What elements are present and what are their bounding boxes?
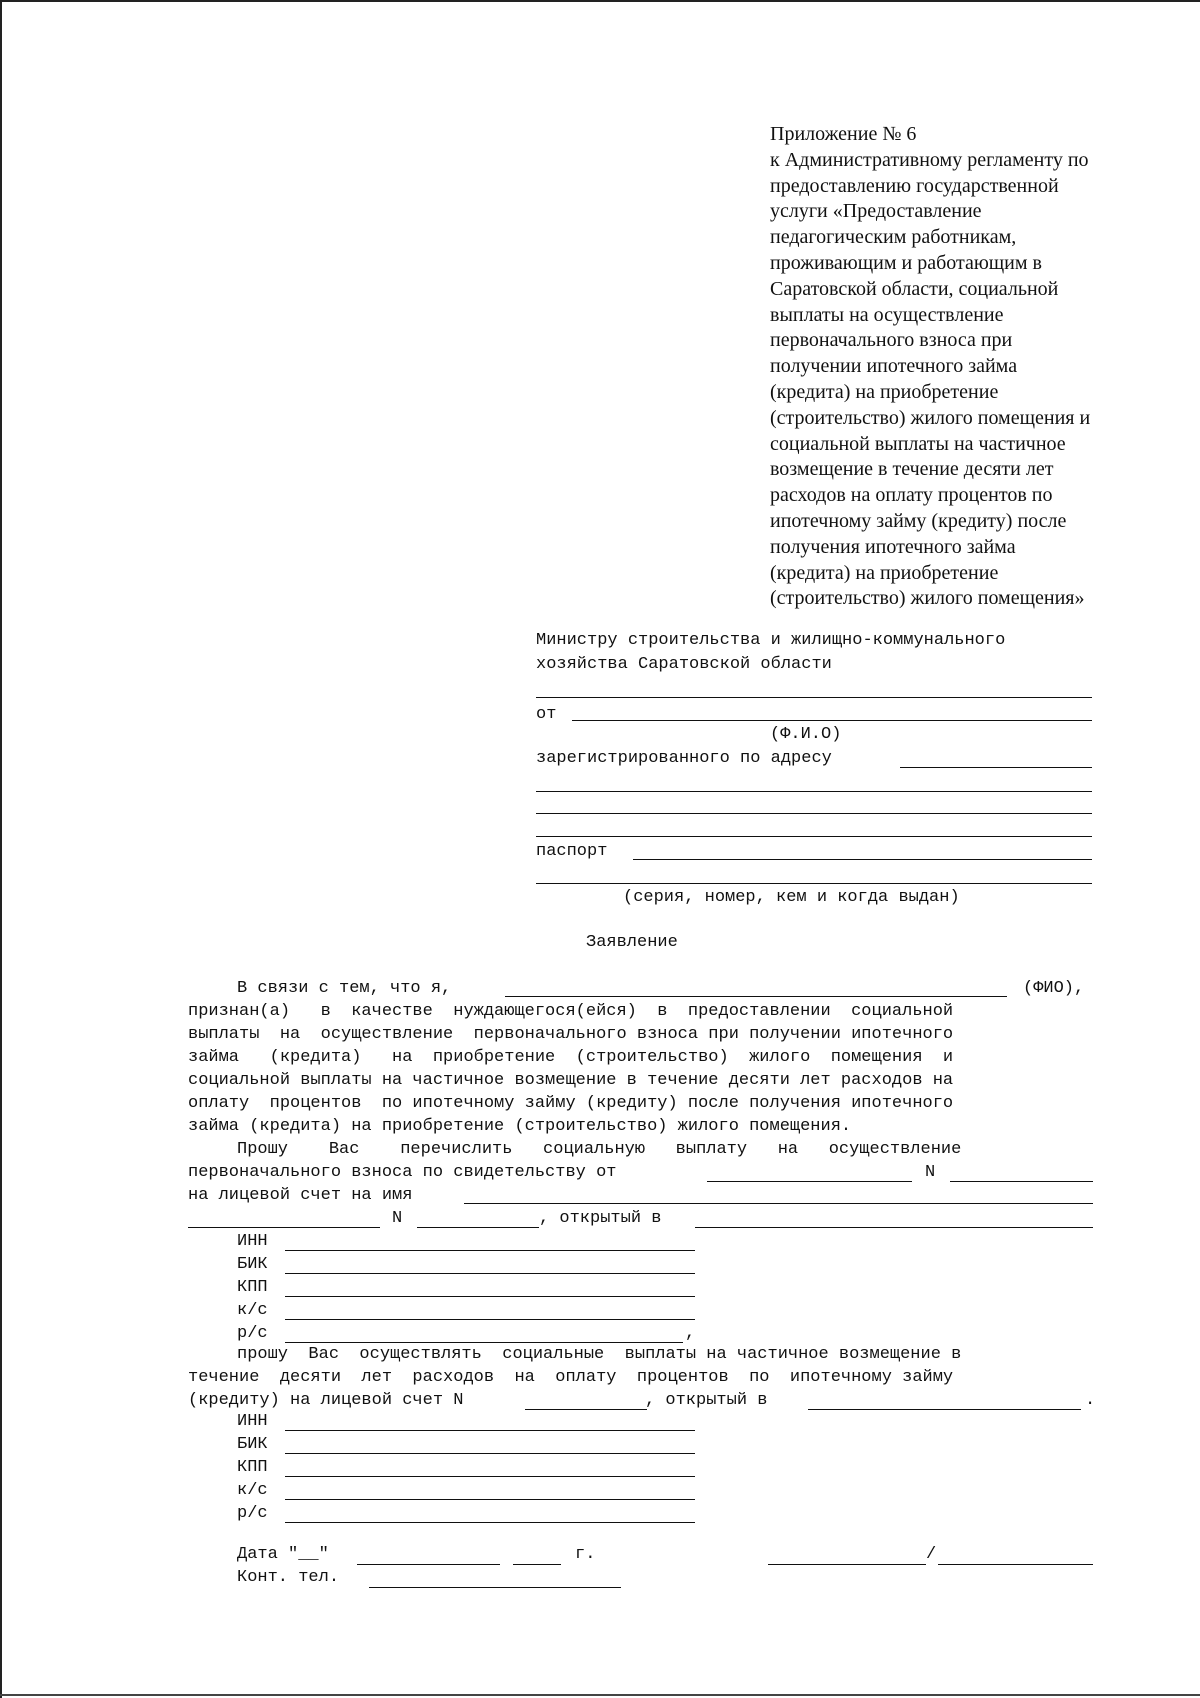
p3-line-2: течение десяти лет расходов на оплату процентов по ипотечному займу [188, 1368, 954, 1387]
date-label: Дата "__" [237, 1545, 329, 1564]
p1-fio-label: (ФИО), [1023, 979, 1085, 998]
appendix-header [770, 122, 1150, 612]
appendix-line: социальной выплаты на частичное [770, 432, 1066, 455]
ks-label-2: к/с [237, 1481, 268, 1500]
rs-field[interactable] [285, 1342, 683, 1343]
appendix-line: к Административному регламенту по [770, 148, 1089, 171]
ks-field[interactable] [285, 1319, 695, 1320]
year-label: г. [575, 1545, 596, 1564]
rs-label: р/с [237, 1324, 268, 1343]
date-month-field[interactable] [357, 1564, 500, 1565]
address-field-line-3[interactable] [536, 813, 1092, 814]
page-border-bottom [0, 1694, 1200, 1696]
from-label: от [536, 705, 557, 724]
fio-field[interactable] [572, 720, 1092, 721]
appendix-line: (кредита) на приобретение [770, 561, 999, 584]
statement-title: Заявление [586, 933, 678, 952]
opened-in-label: , открытый в [539, 1209, 662, 1228]
appendix-line: выплаты на осуществление [770, 303, 1004, 326]
addressee-blank-line[interactable] [536, 697, 1092, 698]
bik-field-2[interactable] [285, 1453, 695, 1454]
account-owner-field[interactable] [464, 1203, 1093, 1204]
kpp-label-2: КПП [237, 1458, 268, 1477]
certificate-date-field[interactable] [707, 1181, 912, 1182]
appendix-line: педагогическим работникам, [770, 226, 1017, 249]
phone-label: Конт. тел. [237, 1568, 340, 1587]
signature-name-field[interactable] [938, 1564, 1093, 1565]
appendix-line: получения ипотечного займа [770, 535, 1016, 558]
appendix-line: (строительство) жилого помещения» [770, 587, 1085, 610]
certificate-no-label: N [925, 1163, 936, 1182]
page-border-top [0, 0, 1200, 2]
account-owner-field-2[interactable] [188, 1227, 380, 1228]
fio-caption: (Ф.И.О) [770, 725, 842, 744]
rs-field-2[interactable] [285, 1522, 695, 1523]
inn-field-2[interactable] [285, 1430, 695, 1431]
p3-line-3: (кредиту) на лицевой счет N [188, 1391, 464, 1410]
appendix-line: Приложение № 6 [770, 123, 917, 145]
p3-bank-name-field[interactable] [808, 1409, 1081, 1410]
appendix-line: Саратовской области, социальной [770, 277, 1059, 300]
bik-label: БИК [237, 1255, 268, 1274]
certificate-number-field[interactable] [950, 1181, 1093, 1182]
inn-label-2: ИНН [237, 1412, 268, 1431]
applicant-fio-field[interactable] [505, 996, 1007, 997]
kpp-field-2[interactable] [285, 1476, 695, 1477]
bik-label-2: БИК [237, 1435, 268, 1454]
passport-field[interactable] [633, 859, 1092, 860]
appendix-line: услуги «Предоставление [770, 200, 982, 223]
address-field[interactable] [900, 767, 1092, 768]
address-field-line-4[interactable] [536, 836, 1092, 837]
account-no-label: N [392, 1209, 403, 1228]
appendix-line: проживающим и работающим в [770, 251, 1042, 274]
inn-field[interactable] [285, 1250, 695, 1251]
signature-slash: / [926, 1545, 937, 1564]
ks-field-2[interactable] [285, 1499, 695, 1500]
appendix-line: первоначального взноса при [770, 329, 1013, 352]
phone-field[interactable] [369, 1587, 621, 1588]
p3-account-number-field[interactable] [525, 1409, 647, 1410]
p2-line-2: первоначального взноса по свидетельству от [188, 1163, 617, 1182]
bik-field[interactable] [285, 1273, 695, 1274]
date-year-field[interactable] [513, 1564, 561, 1565]
appendix-line: возмещение в течение десяти лет [770, 458, 1054, 481]
kpp-label: КПП [237, 1278, 268, 1297]
p3-period: . [1085, 1391, 1096, 1410]
addressee-line-1: Министру строительства и жилищно-коммунального [536, 631, 1006, 650]
rs-label-2: р/с [237, 1504, 268, 1523]
appendix-line: получении ипотечного займа [770, 355, 1018, 378]
page-border-left [0, 0, 2, 1698]
rs-comma: , [685, 1324, 696, 1343]
p1-start: В связи с тем, что я, [237, 979, 452, 998]
p1-line: социальной выплаты на частичное возмещение в течение десяти лет расходов на [188, 1071, 954, 1090]
p3-line-1: прошу Вас осуществлять социальные выплаты на частичное возмещение в [237, 1345, 962, 1364]
p1-line: оплату процентов по ипотечному займу (кредиту) после получения ипотечного [188, 1094, 954, 1113]
ks-label: к/с [237, 1301, 268, 1320]
appendix-line: (кредита) на приобретение [770, 380, 999, 403]
appendix-line: ипотечному займу (кредиту) после [770, 509, 1067, 532]
address-label: зарегистрированного по адресу [536, 749, 832, 768]
account-owner-label: на лицевой счет на имя [188, 1186, 413, 1205]
appendix-line: расходов на оплату процентов по [770, 484, 1053, 507]
addressee-line-2: хозяйства Саратовской области [536, 655, 832, 674]
passport-caption: (серия, номер, кем и когда выдан) [623, 888, 960, 907]
p1-line: займа (кредита) на приобретение (строительство) жилого помещения и [188, 1048, 954, 1067]
inn-label: ИНН [237, 1232, 268, 1251]
signature-field[interactable] [768, 1564, 926, 1565]
p3-opened-in-label: , открытый в [645, 1391, 768, 1410]
address-field-line-2[interactable] [536, 791, 1092, 792]
account-number-field[interactable] [417, 1227, 539, 1228]
p1-line: выплаты на осуществление первоначального взноса при получении ипотечного [188, 1025, 954, 1044]
appendix-line: предоставлению государственной [770, 174, 1059, 197]
kpp-field[interactable] [285, 1296, 695, 1297]
p1-line: признан(а) в качестве нуждающегося(ейся) в предоставлении социальной [188, 1002, 954, 1021]
passport-label: паспорт [536, 842, 608, 861]
appendix-line: (строительство) жилого помещения и [770, 406, 1091, 429]
p2-line-1: Прошу Вас перечислить социальную выплату на осуществление [237, 1140, 962, 1159]
p1-line: займа (кредита) на приобретение (строительство) жилого помещения. [188, 1117, 852, 1136]
passport-field-line-2[interactable] [536, 883, 1092, 884]
bank-name-field[interactable] [695, 1227, 1093, 1228]
